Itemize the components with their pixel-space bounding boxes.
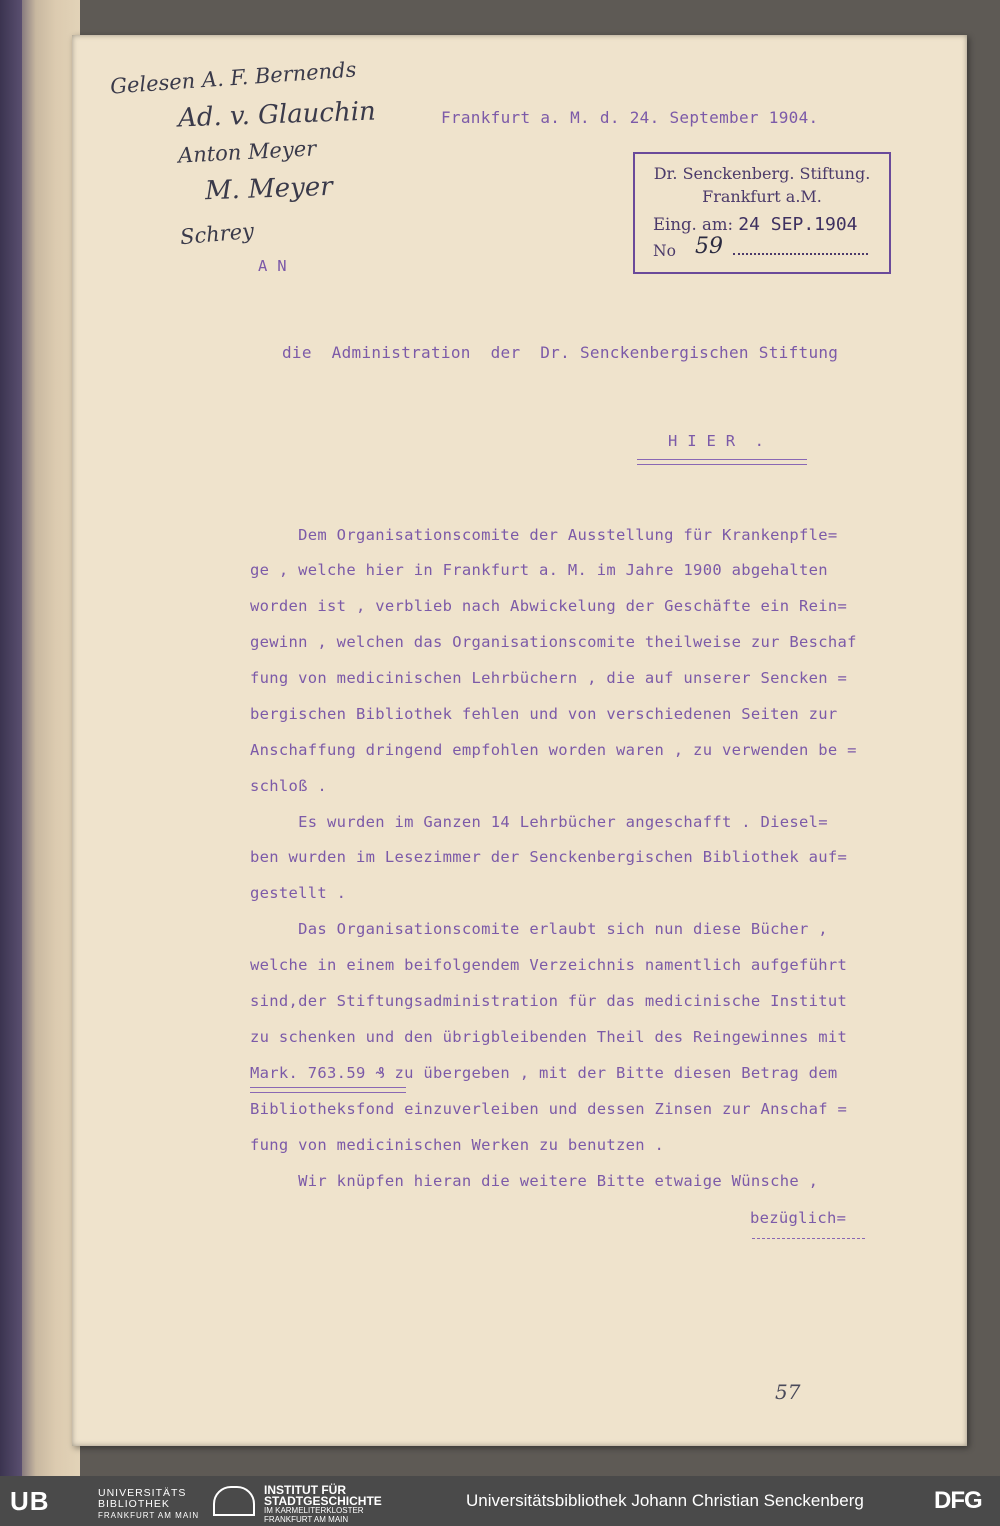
isg-line2: STADTGESCHICHTE	[264, 1494, 382, 1508]
ub-line1: UNIVERSITÄTS	[98, 1487, 187, 1499]
ub-logo-text	[98, 1488, 199, 1521]
catchword: bezüglich=	[750, 1209, 847, 1227]
body-line: Wir knüpfen hieran die weitere Bitte etwaige Wünsche ,	[250, 1172, 819, 1190]
signature-schrey: Schrey	[179, 218, 255, 250]
stamp-no-label: No	[653, 242, 676, 260]
receipt-stamp	[633, 152, 891, 274]
signature-meyer: M. Meyer	[204, 171, 334, 207]
body-line: Es wurden im Ganzen 14 Lehrbücher angeschafft . Diesel=	[250, 813, 828, 831]
ub-line2: BIBLIOTHEK	[98, 1498, 170, 1510]
signature-gelesen: Gelesen A. F. Bernends	[109, 57, 358, 99]
stamp-eing-date: 24 SEP.1904	[738, 214, 858, 235]
isg-arch-icon	[213, 1486, 255, 1516]
stamp-line-foundation: Dr. Senckenberg. Stiftung.	[653, 164, 871, 183]
body-line: Bibliotheksfond einzuverleiben und dessen Zinsen zur Anschaf =	[250, 1100, 848, 1118]
isg-line4: FRANKFURT AM MAIN	[264, 1514, 349, 1524]
body-line: Mark. 763.59 ₰ zu übergeben , mit der Bitte diesen Betrag dem	[250, 1064, 838, 1082]
body-line: Dem Organisationscomite der Ausstellung für Krankenpfle=	[250, 526, 838, 544]
body-line: ge , welche hier in Frankfurt a. M. im Jahre 1900 abgehalten	[250, 561, 828, 579]
salutation-an: A N	[258, 257, 287, 275]
signature-glauchin: Ad. v. Glauchin	[177, 96, 377, 134]
isg-line3: IM KARMELITERKLOSTER	[264, 1506, 364, 1515]
body-line: Das Organisationscomite erlaubt sich nun diese Bücher ,	[250, 920, 828, 938]
ub-logo: UB	[10, 1486, 50, 1516]
footer-library-name: Universitätsbibliothek Johann Christian Senckenberg	[466, 1491, 864, 1510]
body-line: ben wurden im Lesezimmer der Senckenbergischen Bibliothek auf=	[250, 848, 848, 866]
signature-anton-meyer: Anton Meyer	[177, 136, 317, 168]
body-line: Anschaffung dringend empfohlen worden waren , zu verwenden be =	[250, 741, 857, 759]
body-line: worden ist , verblieb nach Abwickelung der Geschäfte ein Rein=	[250, 597, 848, 615]
hier-underline	[637, 459, 807, 465]
body-line: zu schenken und den übrigbleibenden Theil des Reingewinnes mit	[250, 1028, 848, 1046]
stamp-eing-label: Eing. am:	[653, 215, 734, 234]
body-line: fung von medicinischen Lehrbüchern , die auf unserer Sencken =	[250, 669, 848, 687]
book-edge	[0, 0, 80, 1476]
page-number: 57	[775, 1380, 801, 1404]
body-line: bergischen Bibliothek fehlen und von verschiedenen Seiten zur	[250, 705, 838, 723]
catchword-underline	[752, 1238, 865, 1239]
dfg-logo: DFG	[934, 1487, 982, 1514]
stamp-dotted-line	[733, 253, 868, 255]
stamp-received	[653, 214, 907, 235]
isg-line1: INSTITUT FÜR	[264, 1483, 346, 1497]
recipient-line: die Administration der Dr. Senckenbergischen Stiftung	[282, 343, 839, 362]
hier-line: H I E R .	[668, 432, 765, 450]
body-line: gewinn , welchen das Organisationscomite theilweise zur Beschaf	[250, 633, 857, 651]
book-binding	[0, 0, 22, 1476]
isg-title	[264, 1485, 382, 1507]
body-line: fung von medicinischen Werken zu benutzen .	[250, 1136, 665, 1154]
ub-line3: FRANKFURT AM MAIN	[98, 1511, 200, 1520]
body-line: schloß .	[250, 777, 328, 795]
footer-bar	[0, 1476, 1000, 1526]
isg-subtitle	[264, 1507, 364, 1524]
stamp-no-value: 59	[695, 234, 723, 259]
date-line: Frankfurt a. M. d. 24. September 1904.	[441, 108, 819, 127]
body-line: gestellt .	[250, 884, 347, 902]
body-line: sind,der Stiftungsadministration für das medicinische Institut	[250, 992, 848, 1010]
stamp-line-city: Frankfurt a.M.	[702, 187, 822, 206]
amount-underline	[250, 1087, 406, 1093]
body-line: welche in einem beifolgendem Verzeichnis namentlich aufgeführt	[250, 956, 848, 974]
